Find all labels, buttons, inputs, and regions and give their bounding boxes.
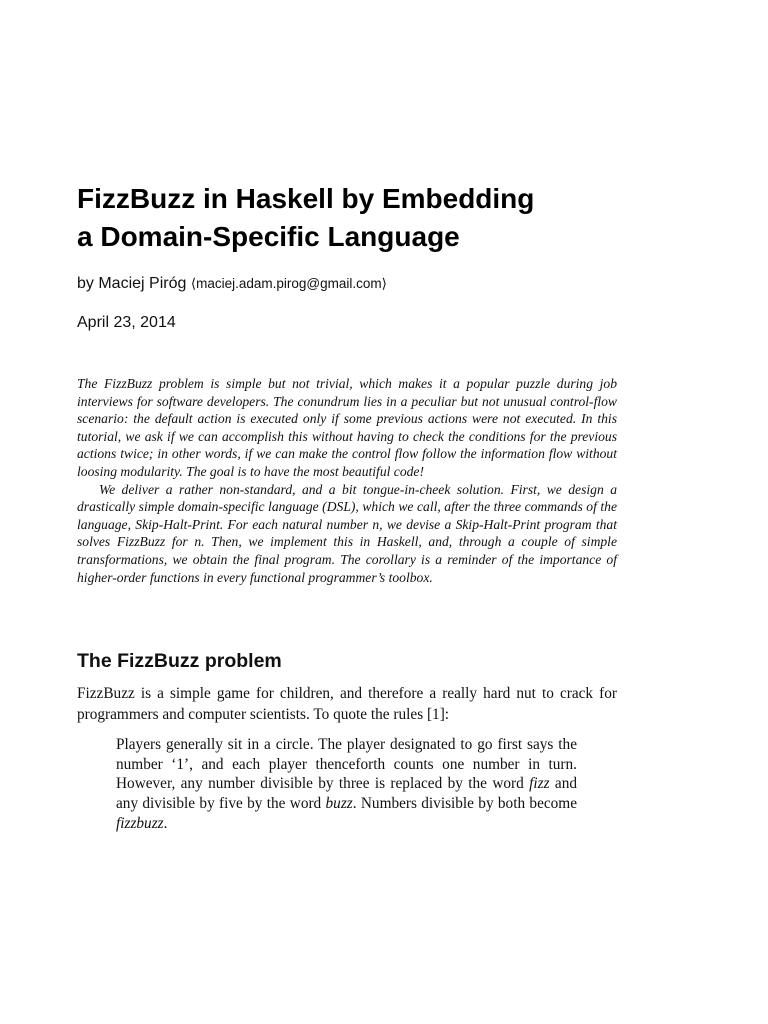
quote-word-buzz: buzz bbox=[325, 795, 353, 813]
section-heading: The FizzBuzz problem bbox=[77, 650, 282, 672]
paper-title bbox=[77, 180, 637, 256]
author-line bbox=[77, 273, 637, 295]
quote-word-fizzbuzz: fizzbuzz bbox=[116, 814, 164, 832]
abstract-paragraph-1: The FizzBuzz problem is simple but not trivial, which makes it a popular puzzle during job interviews for software developers. The conundrum lies in a peculiar but not unusual control-flow scenario: the default action is executed only if some previous actions were not executed. In this tutorial, we ask if we can accomplish this without having to check the conditions for the previous actions twice; in other words, if we can make the control flow follow the information flow without loosing modularity. The goal is to have the most beautiful code! bbox=[77, 376, 617, 479]
title-line-2: a Domain-Specific Language bbox=[77, 221, 460, 252]
rules-quote bbox=[116, 735, 577, 834]
author-email: ⟨maciej.adam.pirog@gmail.com⟩ bbox=[190, 276, 387, 291]
quote-text-2: and any divisible by five by the word bbox=[116, 775, 577, 813]
quote-text-1: Players generally sit in a circle. The player designated to go first says the number ‘1’, and each player thenceforth counts one number in turn. However, any number divisible by three is replaced by the word bbox=[116, 736, 577, 793]
paper-date: April 23, 2014 bbox=[77, 314, 176, 331]
quote-text-4: . bbox=[163, 814, 168, 832]
quote-word-fizz: fizz bbox=[529, 775, 550, 793]
abstract-paragraph-2: We deliver a rather non-standard, and a bit tongue-in-cheek solution. First, we design a drastically simple domain-specific language (DSL), which we call, after the three commands of the language, Skip-Halt-Print. For each natural number n, we devise a Skip-Halt-Print program that solves FizzBuzz for n. Then, we implement this in Haskell, and, through a couple of simple transformations, we obtain the final program. The corollary is a reminder of the importance of higher-order functions in every functional programmer’s toolbox. bbox=[77, 481, 617, 585]
title-line-1: FizzBuzz in Haskell by Embedding bbox=[77, 183, 535, 214]
author-name: by Maciej Piróg bbox=[77, 275, 187, 292]
abstract bbox=[77, 375, 617, 586]
section-intro-paragraph: FizzBuzz is a simple game for children, and therefore a really hard nut to crack for programmers and computer scientists. To quote the rules [1]: bbox=[77, 685, 617, 723]
quote-text-3: . Numbers divisible by both become bbox=[352, 795, 577, 813]
